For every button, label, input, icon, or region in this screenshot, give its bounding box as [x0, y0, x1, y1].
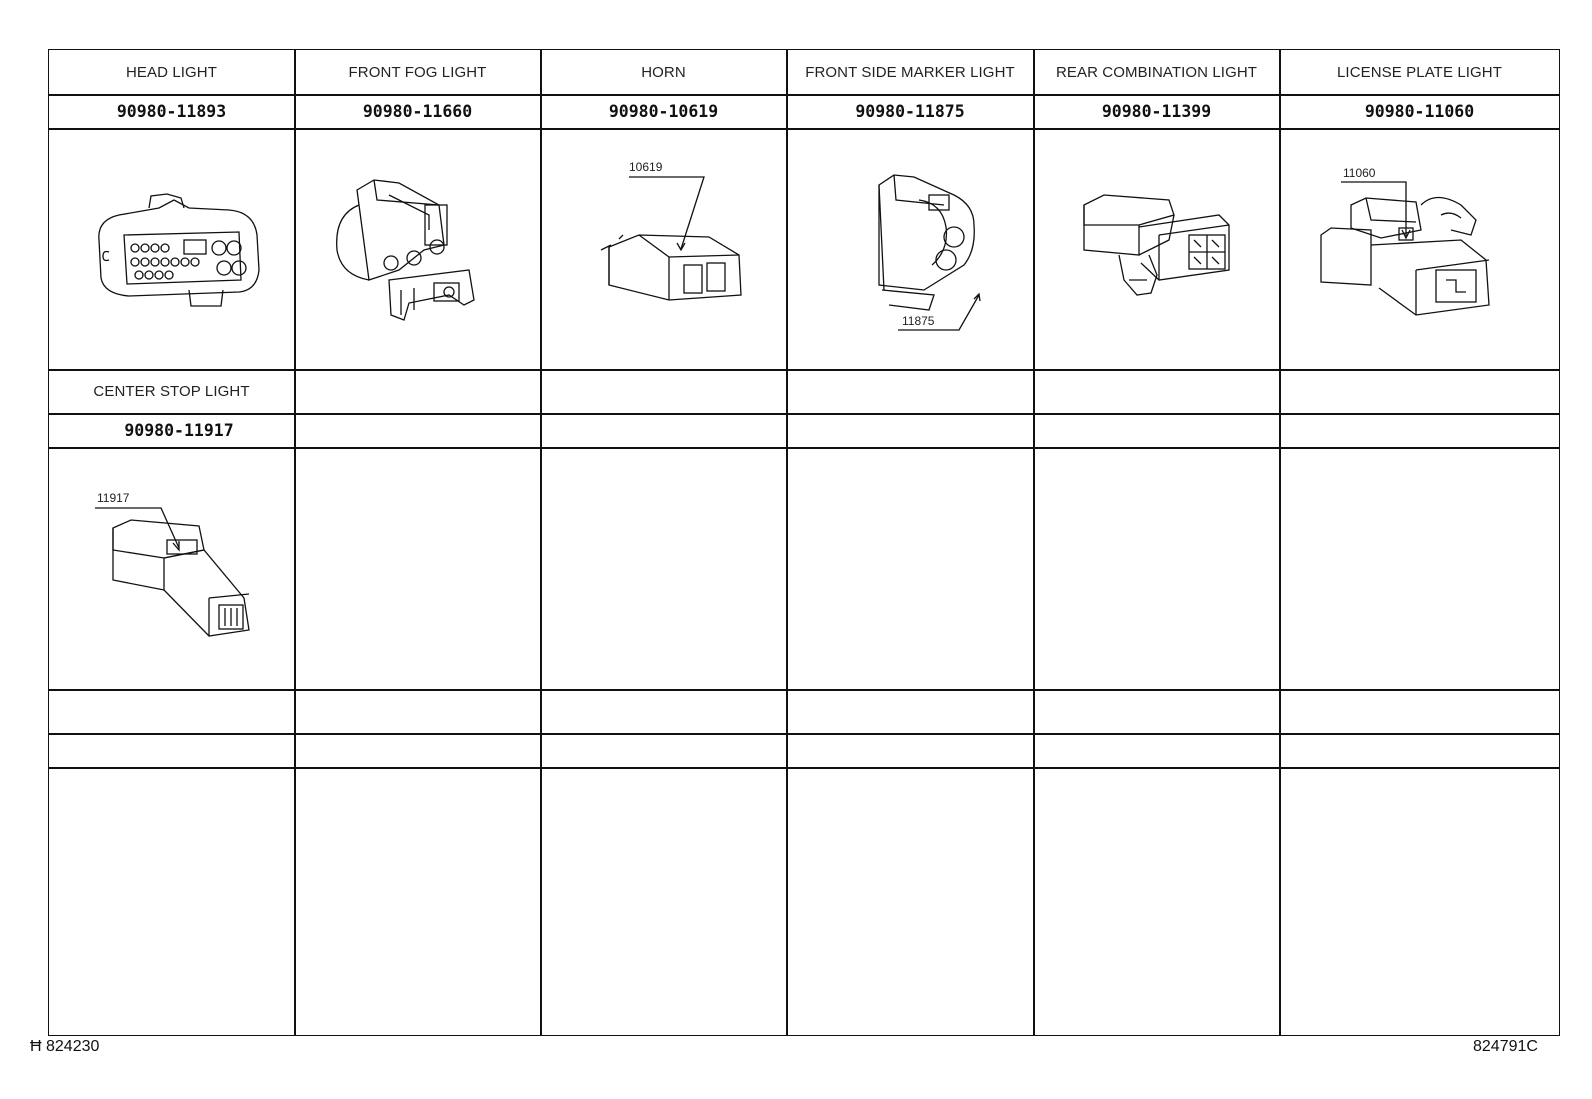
front-side-marker-light-connector-drawing — [834, 165, 1034, 335]
row-divider — [49, 733, 1559, 735]
part-number-rear-combination-light: 90980-11399 — [1101, 102, 1212, 121]
column-divider — [1279, 50, 1281, 1035]
center-stop-callout-label: 11917 — [97, 491, 130, 505]
column-divider — [294, 50, 296, 1035]
row-divider — [49, 128, 1559, 130]
part-number-head-light: 90980-11893 — [116, 102, 227, 121]
part-number-horn: 90980-10619 — [608, 102, 719, 121]
row-divider — [49, 767, 1559, 769]
label-center-stop-light: CENTER STOP LIGHT — [93, 383, 250, 400]
label-rear-combination-light: REAR COMBINATION LIGHT — [1055, 63, 1258, 81]
column-divider — [540, 50, 542, 1035]
head-light-connector-drawing — [89, 190, 264, 310]
row-divider — [49, 447, 1559, 449]
part-number-center-stop-light: 90980-11917 — [124, 421, 234, 440]
horn-callout-label: 10619 — [629, 160, 663, 174]
label-head-light: HEAD LIGHT — [125, 63, 217, 81]
footer-right-code: 824791C — [1473, 1038, 1538, 1055]
part-number-front-fog-light: 90980-11660 — [362, 102, 473, 121]
label-license-plate-light: LICENSE PLATE LIGHT — [1336, 63, 1502, 81]
label-horn: HORN — [641, 63, 686, 81]
horn-connector-drawing — [589, 155, 769, 315]
side-marker-callout-label: 11875 — [902, 314, 935, 328]
connector-table — [48, 49, 1560, 1036]
part-number-front-side-marker-light: 90980-11875 — [855, 102, 965, 121]
part-number-license-plate-light: 90980-11060 — [1364, 102, 1475, 121]
footer-left-code: Ħ 824230 — [30, 1038, 100, 1055]
front-fog-light-connector-drawing — [329, 175, 489, 325]
center-stop-light-connector-drawing — [89, 490, 279, 640]
license-plate-callout-label: 11060 — [1343, 166, 1376, 180]
label-front-side-marker-light: FRONT SIDE MARKER LIGHT — [805, 63, 1015, 81]
label-front-fog-light: FRONT FOG LIGHT — [348, 63, 487, 81]
license-plate-light-connector-drawing — [1311, 160, 1531, 340]
rear-combination-light-connector-drawing — [1079, 185, 1259, 315]
column-divider — [786, 50, 788, 1035]
row-divider — [49, 689, 1559, 691]
